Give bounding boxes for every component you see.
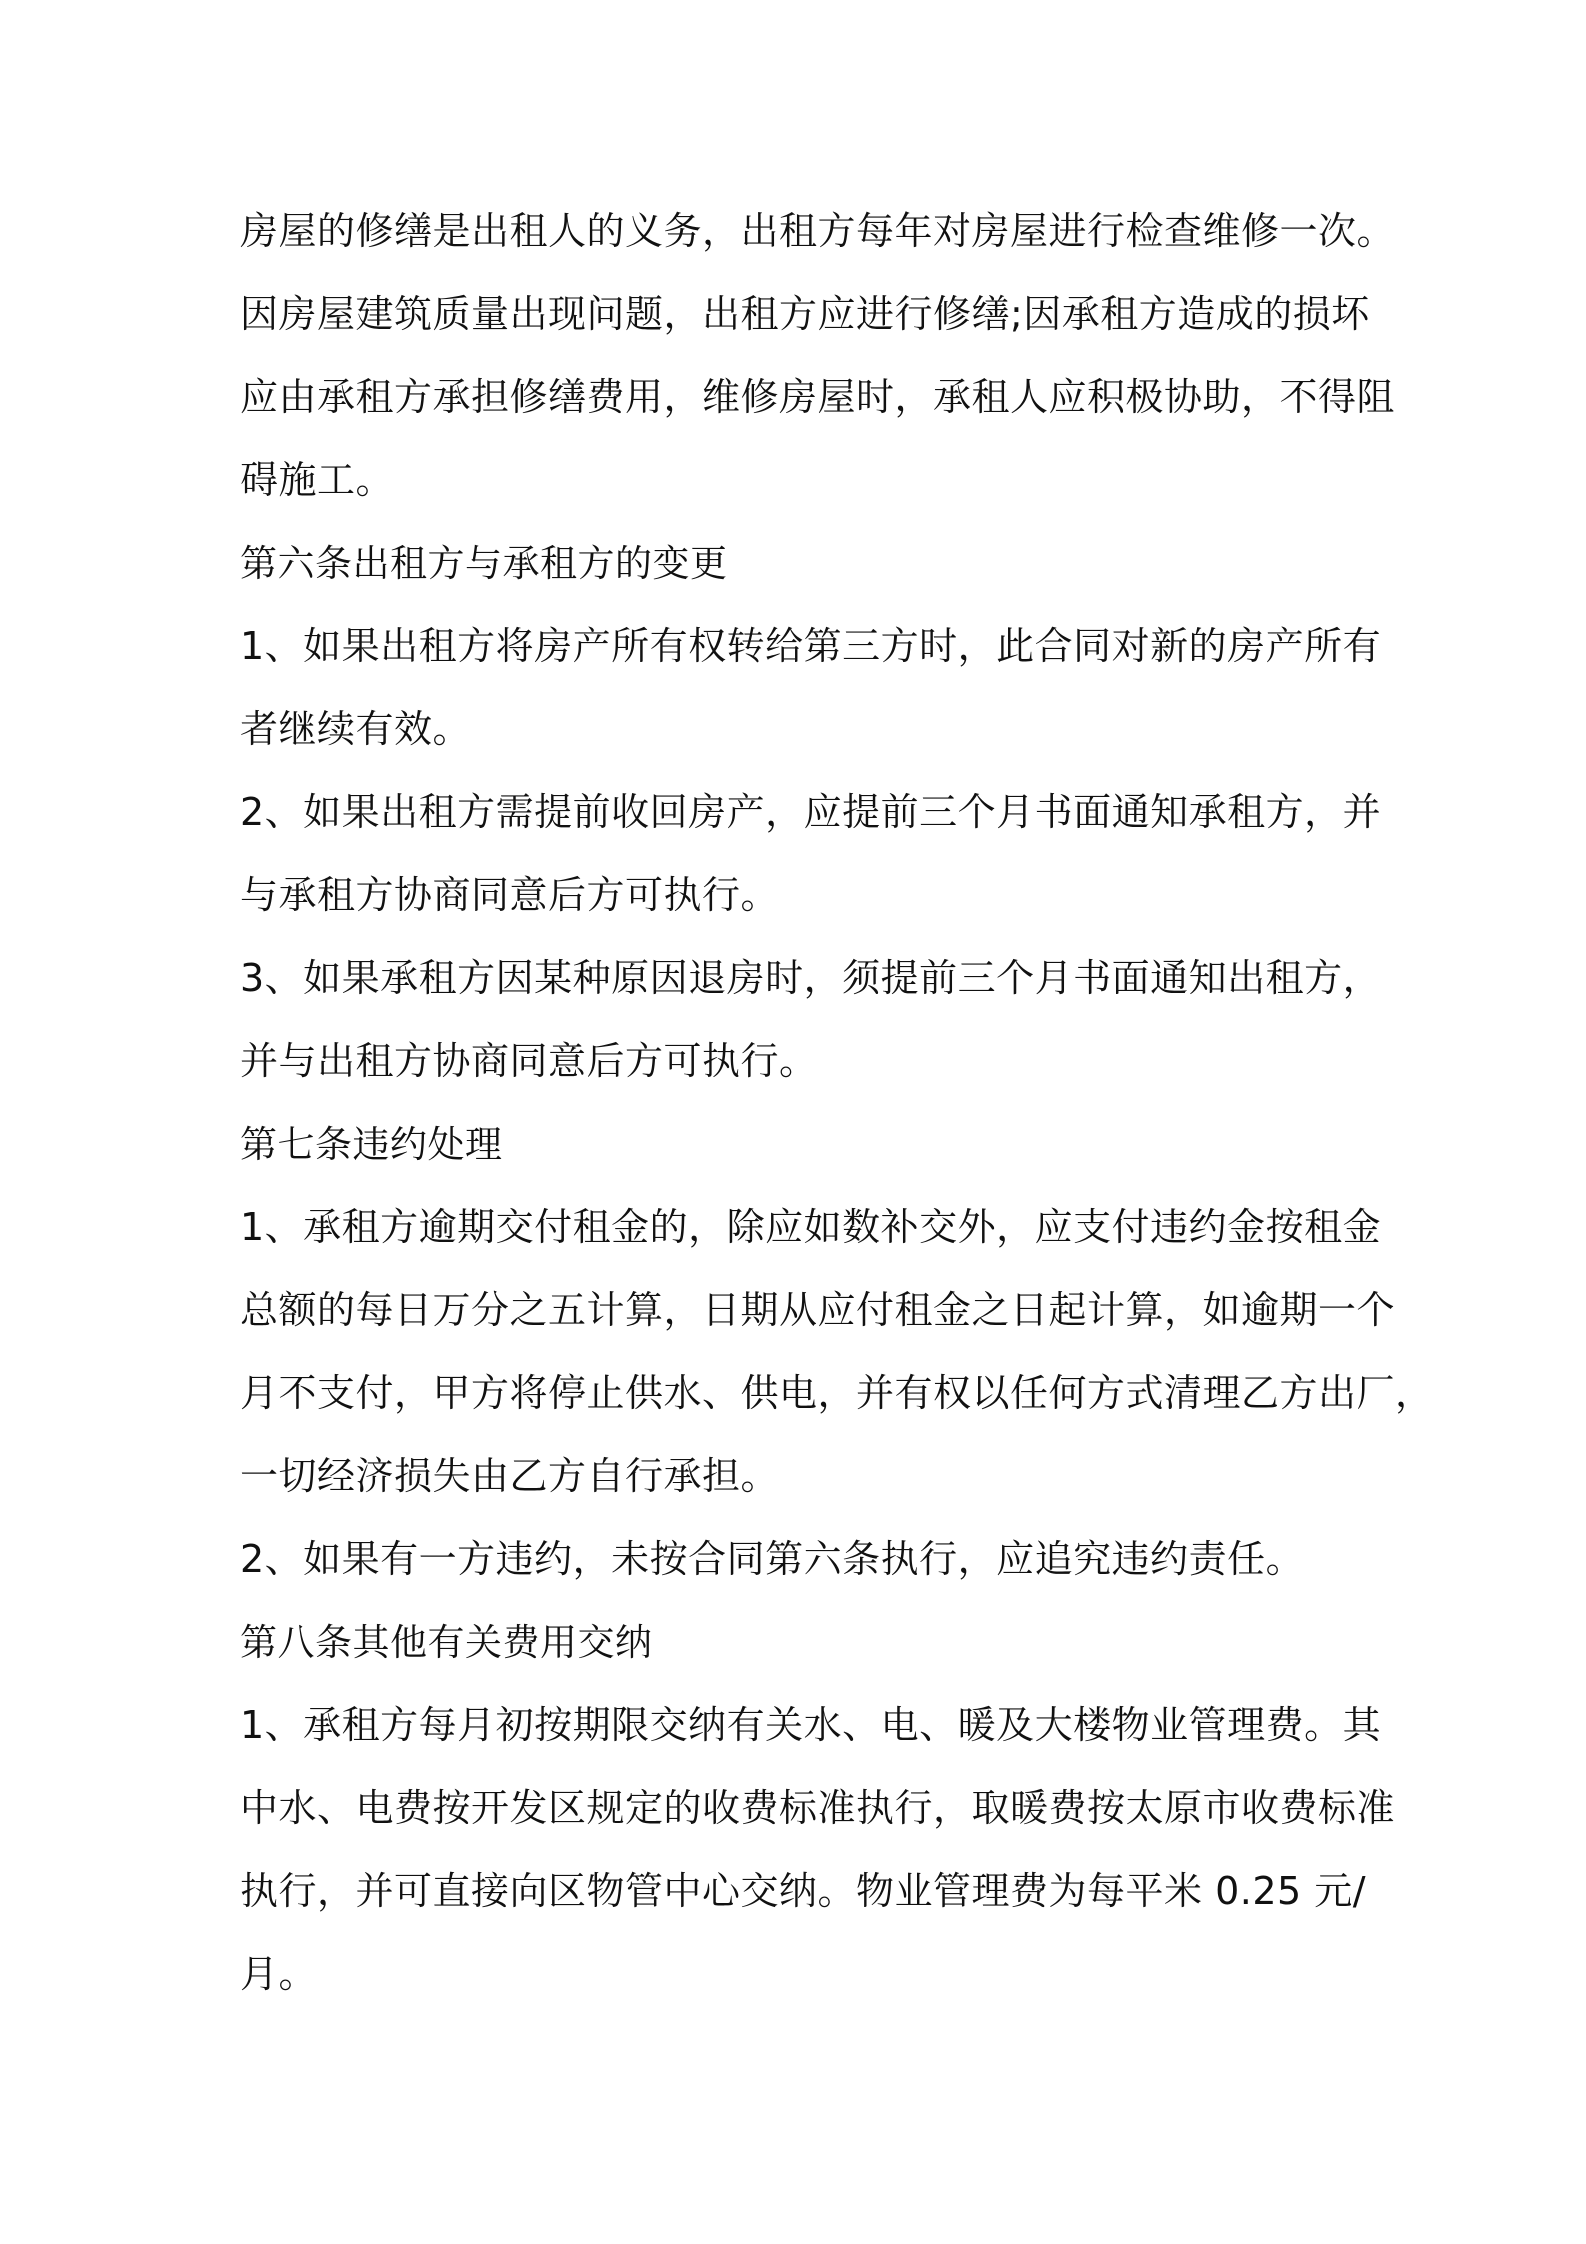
paragraph-line: 1、承租方每月初按期限交纳有关水、电、暖及大楼物业管理费。其: [240, 1703, 1382, 1747]
paragraph-line: 中水、电费按开发区规定的收费标准执行，取暖费按太原市收费标准: [240, 1786, 1396, 1830]
paragraph-line: 并与出租方协商同意后方可执行。: [240, 1039, 818, 1083]
paragraph-line: 1、如果出租方将房产所有权转给第三方时，此合同对新的房产所有: [240, 624, 1382, 668]
paragraph-line: 因房屋建筑质量出现问题，出租方应进行修缮;因承租方造成的损坏: [240, 292, 1370, 336]
paragraph-line: 房屋的修缮是出租人的义务，出租方每年对房屋进行检查维修一次。: [240, 209, 1396, 253]
paragraph-line: 月。: [240, 1952, 318, 1996]
paragraph-line: 总额的每日万分之五计算，日期从应付租金之日起计算，如逾期一个: [240, 1288, 1396, 1332]
paragraph-line: 月不支付，甲方将停止供水、供电，并有权以任何方式清理乙方出厂，: [240, 1371, 1434, 1415]
section-heading-article-8: 第八条其他有关费用交纳: [240, 1621, 653, 1664]
paragraph-line: 碍施工。: [240, 458, 395, 502]
paragraph-line: 与承租方协商同意后方可执行。: [240, 873, 780, 917]
contract-text: [240, 190, 1434, 2016]
paragraph-line: 2、如果出租方需提前收回房产，应提前三个月书面通知承租方，并: [240, 790, 1382, 834]
paragraph-line: 1、承租方逾期交付租金的，除应如数补交外，应支付违约金按租金: [240, 1205, 1382, 1249]
paragraph-line: 者继续有效。: [240, 707, 472, 751]
paragraph-line: 3、如果承租方因某种原因退房时，须提前三个月书面通知出租方，: [240, 956, 1382, 1000]
paragraph-line: 应由承租方承担修缮费用，维修房屋时，承租人应积极协助，不得阻: [240, 375, 1396, 419]
section-heading-article-6: 第六条出租方与承租方的变更: [240, 542, 728, 585]
paragraph-line: 一切经济损失由乙方自行承担。: [240, 1454, 780, 1498]
section-heading-article-7: 第七条违约处理: [240, 1123, 503, 1166]
paragraph-line: 执行，并可直接向区物管中心交纳。物业管理费为每平米 0.25 元/: [240, 1869, 1367, 1913]
paragraph-line: 2、如果有一方违约，未按合同第六条执行，应追究违约责任。: [240, 1537, 1305, 1581]
